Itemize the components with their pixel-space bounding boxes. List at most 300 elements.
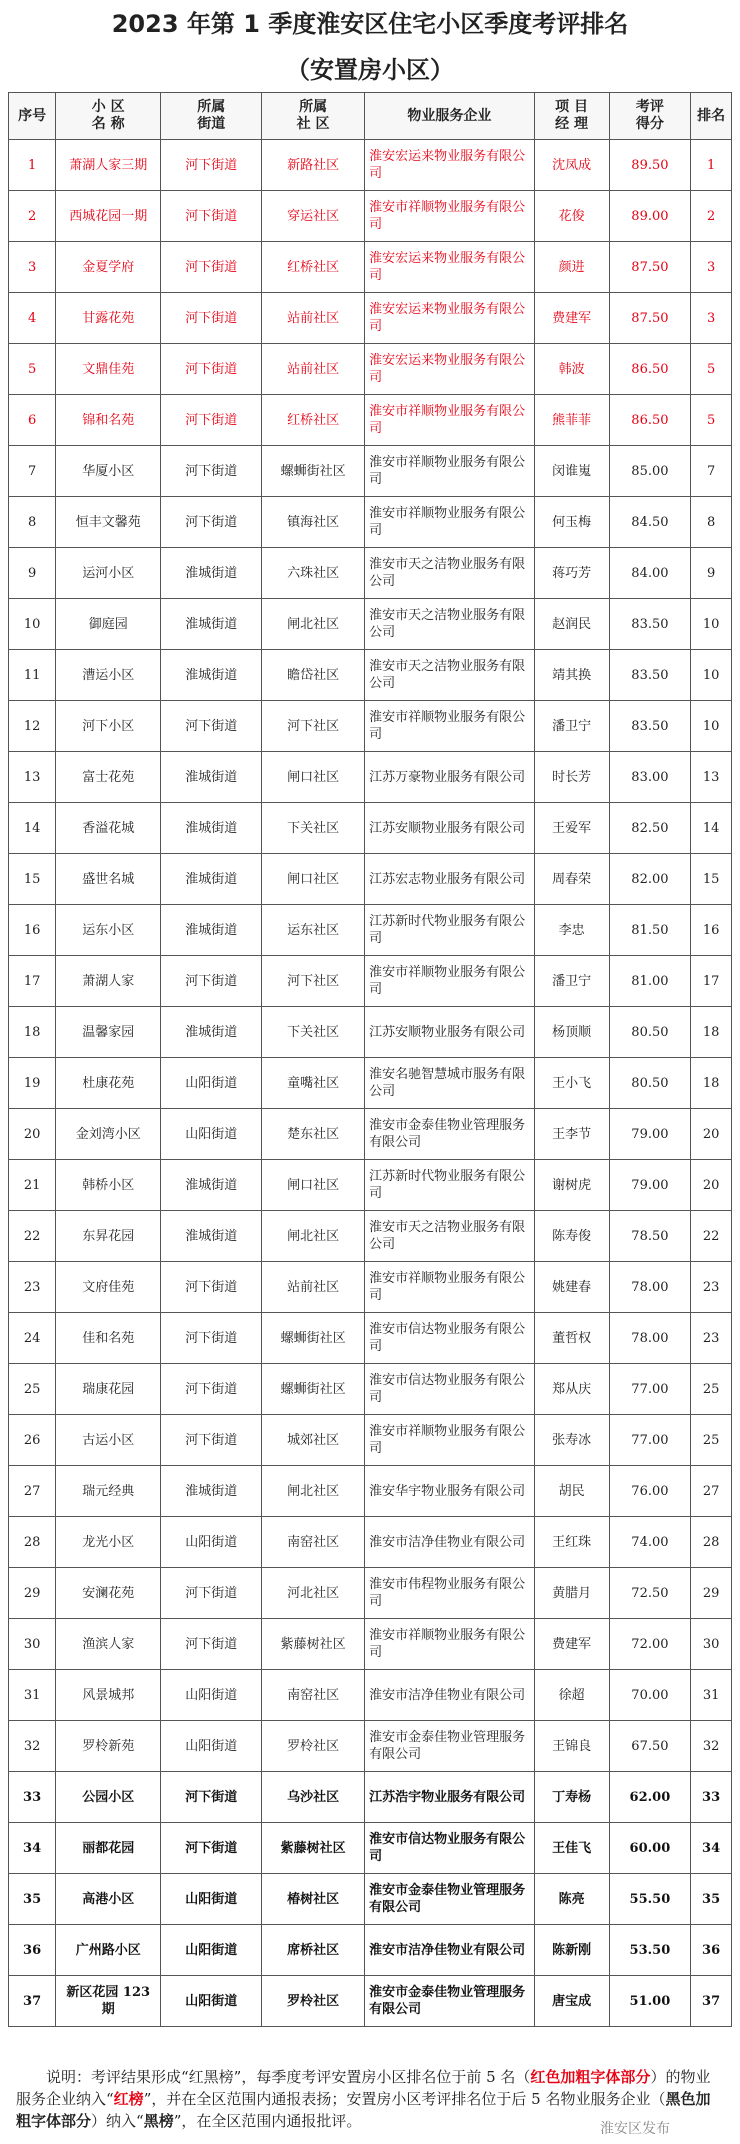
cell-street: 淮城街道 bbox=[161, 803, 262, 854]
cell-rank: 9 bbox=[691, 548, 732, 599]
cell-community: 罗柃社区 bbox=[262, 1976, 365, 2027]
cell-no: 11 bbox=[9, 650, 56, 701]
cell-street: 河下街道 bbox=[161, 1772, 262, 1823]
cell-no: 25 bbox=[9, 1364, 56, 1415]
cell-manager: 黄腊月 bbox=[534, 1568, 609, 1619]
cell-rank: 3 bbox=[691, 293, 732, 344]
cell-company: 淮安市天之洁物业服务有限公司 bbox=[365, 1211, 534, 1262]
cell-name: 广州路小区 bbox=[56, 1925, 161, 1976]
cell-company: 淮安市金泰佳物业管理服务有限公司 bbox=[365, 1976, 534, 2027]
cell-score: 79.00 bbox=[609, 1160, 691, 1211]
cell-company: 淮安市祥顺物业服务有限公司 bbox=[365, 497, 534, 548]
header-street: 所属 街道 bbox=[161, 93, 262, 140]
cell-community: 闸北社区 bbox=[262, 599, 365, 650]
cell-no: 24 bbox=[9, 1313, 56, 1364]
cell-company: 淮安市祥顺物业服务有限公司 bbox=[365, 191, 534, 242]
cell-no: 32 bbox=[9, 1721, 56, 1772]
cell-no: 29 bbox=[9, 1568, 56, 1619]
cell-company: 江苏安顺物业服务有限公司 bbox=[365, 803, 534, 854]
cell-manager: 闵谁嵬 bbox=[534, 446, 609, 497]
cell-community: 河下社区 bbox=[262, 701, 365, 752]
table-row bbox=[9, 1466, 732, 1517]
cell-score: 78.00 bbox=[609, 1313, 691, 1364]
cell-rank: 8 bbox=[691, 497, 732, 548]
cell-name: 金夏学府 bbox=[56, 242, 161, 293]
header-manager: 项 目 经 理 bbox=[534, 93, 609, 140]
cell-rank: 18 bbox=[691, 1007, 732, 1058]
note-part4: ）纳入“ bbox=[91, 2112, 144, 2130]
table-row bbox=[9, 1976, 732, 2027]
table-row bbox=[9, 1313, 732, 1364]
cell-company: 淮安市洁净佳物业有限公司 bbox=[365, 1517, 534, 1568]
cell-street: 淮城街道 bbox=[161, 1211, 262, 1262]
cell-manager: 王佳飞 bbox=[534, 1823, 609, 1874]
cell-company: 淮安市金泰佳物业管理服务有限公司 bbox=[365, 1109, 534, 1160]
cell-score: 76.00 bbox=[609, 1466, 691, 1517]
cell-score: 86.50 bbox=[609, 344, 691, 395]
cell-manager: 周春荣 bbox=[534, 854, 609, 905]
cell-no: 19 bbox=[9, 1058, 56, 1109]
cell-rank: 27 bbox=[691, 1466, 732, 1517]
cell-street: 河下街道 bbox=[161, 344, 262, 395]
cell-manager: 花俊 bbox=[534, 191, 609, 242]
cell-name: 安澜花苑 bbox=[56, 1568, 161, 1619]
cell-rank: 25 bbox=[691, 1364, 732, 1415]
cell-manager: 王锦良 bbox=[534, 1721, 609, 1772]
table-row bbox=[9, 1925, 732, 1976]
cell-company: 淮安市洁净佳物业有限公司 bbox=[365, 1670, 534, 1721]
cell-rank: 3 bbox=[691, 242, 732, 293]
cell-manager: 王李节 bbox=[534, 1109, 609, 1160]
cell-manager: 沈凤成 bbox=[534, 140, 609, 191]
cell-no: 34 bbox=[9, 1823, 56, 1874]
cell-community: 下关社区 bbox=[262, 1007, 365, 1058]
cell-manager: 王小飞 bbox=[534, 1058, 609, 1109]
cell-rank: 25 bbox=[691, 1415, 732, 1466]
cell-name: 盛世名城 bbox=[56, 854, 161, 905]
cell-community: 红桥社区 bbox=[262, 395, 365, 446]
cell-name: 运河小区 bbox=[56, 548, 161, 599]
cell-company: 淮安宏运来物业服务有限公司 bbox=[365, 344, 534, 395]
cell-score: 84.50 bbox=[609, 497, 691, 548]
cell-manager: 费建军 bbox=[534, 1619, 609, 1670]
cell-street: 河下街道 bbox=[161, 140, 262, 191]
cell-no: 31 bbox=[9, 1670, 56, 1721]
cell-company: 淮安市祥顺物业服务有限公司 bbox=[365, 1415, 534, 1466]
table-row bbox=[9, 140, 732, 191]
cell-score: 72.50 bbox=[609, 1568, 691, 1619]
cell-score: 60.00 bbox=[609, 1823, 691, 1874]
cell-community: 穿运社区 bbox=[262, 191, 365, 242]
cell-name: 杜康花苑 bbox=[56, 1058, 161, 1109]
cell-rank: 14 bbox=[691, 803, 732, 854]
cell-score: 81.00 bbox=[609, 956, 691, 1007]
table-row bbox=[9, 1670, 732, 1721]
cell-manager: 赵润民 bbox=[534, 599, 609, 650]
cell-manager: 王红珠 bbox=[534, 1517, 609, 1568]
cell-no: 1 bbox=[9, 140, 56, 191]
cell-rank: 2 bbox=[691, 191, 732, 242]
cell-name: 温馨家园 bbox=[56, 1007, 161, 1058]
cell-no: 13 bbox=[9, 752, 56, 803]
cell-score: 87.50 bbox=[609, 242, 691, 293]
page-title: 2023 年第 1 季度淮安区住宅小区季度考评排名 bbox=[111, 10, 629, 38]
cell-name: 运东小区 bbox=[56, 905, 161, 956]
cell-rank: 10 bbox=[691, 650, 732, 701]
cell-name: 风景城邦 bbox=[56, 1670, 161, 1721]
cell-score: 84.00 bbox=[609, 548, 691, 599]
cell-company: 江苏新时代物业服务有限公司 bbox=[365, 905, 534, 956]
cell-manager: 李忠 bbox=[534, 905, 609, 956]
table-row bbox=[9, 1262, 732, 1313]
cell-rank: 23 bbox=[691, 1262, 732, 1313]
cell-name: 香溢花城 bbox=[56, 803, 161, 854]
cell-no: 37 bbox=[9, 1976, 56, 2027]
cell-street: 淮城街道 bbox=[161, 854, 262, 905]
cell-manager: 张寿冰 bbox=[534, 1415, 609, 1466]
cell-name: 西城花园一期 bbox=[56, 191, 161, 242]
page-subtitle: （安置房小区） bbox=[286, 56, 454, 84]
cell-rank: 13 bbox=[691, 752, 732, 803]
cell-community: 乌沙社区 bbox=[262, 1772, 365, 1823]
table-row bbox=[9, 1109, 732, 1160]
cell-company: 淮安名驰智慧城市服务有限公司 bbox=[365, 1058, 534, 1109]
cell-no: 17 bbox=[9, 956, 56, 1007]
header-name: 小 区 名 称 bbox=[56, 93, 161, 140]
cell-no: 2 bbox=[9, 191, 56, 242]
cell-street: 淮城街道 bbox=[161, 1466, 262, 1517]
table-row bbox=[9, 446, 732, 497]
cell-manager: 蒋巧芳 bbox=[534, 548, 609, 599]
cell-community: 红桥社区 bbox=[262, 242, 365, 293]
cell-score: 70.00 bbox=[609, 1670, 691, 1721]
cell-community: 罗柃社区 bbox=[262, 1721, 365, 1772]
cell-company: 江苏万豪物业服务有限公司 bbox=[365, 752, 534, 803]
cell-no: 36 bbox=[9, 1925, 56, 1976]
cell-manager: 陈寿俊 bbox=[534, 1211, 609, 1262]
cell-manager: 陈新刚 bbox=[534, 1925, 609, 1976]
note-part2: ）的物业服务企业纳入“ bbox=[16, 2068, 711, 2108]
cell-rank: 5 bbox=[691, 395, 732, 446]
cell-rank: 31 bbox=[691, 1670, 732, 1721]
cell-community: 螺蛳街社区 bbox=[262, 1364, 365, 1415]
cell-community: 闸北社区 bbox=[262, 1466, 365, 1517]
cell-street: 山阳街道 bbox=[161, 1721, 262, 1772]
cell-score: 53.50 bbox=[609, 1925, 691, 1976]
cell-score: 77.00 bbox=[609, 1364, 691, 1415]
cell-street: 河下街道 bbox=[161, 1262, 262, 1313]
cell-manager: 费建军 bbox=[534, 293, 609, 344]
cell-score: 67.50 bbox=[609, 1721, 691, 1772]
header-rank: 排名 bbox=[691, 93, 732, 140]
cell-no: 15 bbox=[9, 854, 56, 905]
table-header-row bbox=[9, 93, 732, 140]
cell-manager: 董哲权 bbox=[534, 1313, 609, 1364]
cell-street: 淮城街道 bbox=[161, 905, 262, 956]
cell-rank: 15 bbox=[691, 854, 732, 905]
cell-street: 河下街道 bbox=[161, 1313, 262, 1364]
cell-no: 35 bbox=[9, 1874, 56, 1925]
cell-community: 站前社区 bbox=[262, 1262, 365, 1313]
cell-street: 河下街道 bbox=[161, 191, 262, 242]
cell-manager: 熊菲菲 bbox=[534, 395, 609, 446]
cell-community: 席桥社区 bbox=[262, 1925, 365, 1976]
table-row bbox=[9, 752, 732, 803]
table-row bbox=[9, 803, 732, 854]
cell-community: 椿树社区 bbox=[262, 1874, 365, 1925]
cell-community: 紫藤树社区 bbox=[262, 1619, 365, 1670]
cell-score: 85.00 bbox=[609, 446, 691, 497]
cell-score: 89.00 bbox=[609, 191, 691, 242]
cell-company: 淮安市天之洁物业服务有限公司 bbox=[365, 548, 534, 599]
cell-community: 站前社区 bbox=[262, 344, 365, 395]
table-row bbox=[9, 1823, 732, 1874]
table-row bbox=[9, 344, 732, 395]
cell-rank: 5 bbox=[691, 344, 732, 395]
header-no: 序号 bbox=[9, 93, 56, 140]
cell-street: 河下街道 bbox=[161, 497, 262, 548]
cell-community: 城郊社区 bbox=[262, 1415, 365, 1466]
cell-name: 御庭园 bbox=[56, 599, 161, 650]
cell-score: 55.50 bbox=[609, 1874, 691, 1925]
cell-company: 江苏新时代物业服务有限公司 bbox=[365, 1160, 534, 1211]
cell-street: 河下街道 bbox=[161, 395, 262, 446]
cell-street: 淮城街道 bbox=[161, 1007, 262, 1058]
cell-community: 楚东社区 bbox=[262, 1109, 365, 1160]
cell-score: 80.50 bbox=[609, 1007, 691, 1058]
cell-no: 28 bbox=[9, 1517, 56, 1568]
cell-rank: 10 bbox=[691, 599, 732, 650]
cell-manager: 潘卫宁 bbox=[534, 956, 609, 1007]
cell-company: 淮安市金泰佳物业管理服务有限公司 bbox=[365, 1721, 534, 1772]
cell-company: 淮安市祥顺物业服务有限公司 bbox=[365, 446, 534, 497]
cell-rank: 18 bbox=[691, 1058, 732, 1109]
cell-score: 51.00 bbox=[609, 1976, 691, 2027]
cell-score: 62.00 bbox=[609, 1772, 691, 1823]
cell-no: 3 bbox=[9, 242, 56, 293]
cell-community: 河下社区 bbox=[262, 956, 365, 1007]
cell-no: 14 bbox=[9, 803, 56, 854]
cell-company: 淮安市信达物业服务有限公司 bbox=[365, 1364, 534, 1415]
cell-rank: 1 bbox=[691, 140, 732, 191]
cell-rank: 20 bbox=[691, 1160, 732, 1211]
header-community: 所属 社 区 bbox=[262, 93, 365, 140]
cell-rank: 7 bbox=[691, 446, 732, 497]
cell-no: 23 bbox=[9, 1262, 56, 1313]
cell-community: 紫藤树社区 bbox=[262, 1823, 365, 1874]
cell-score: 74.00 bbox=[609, 1517, 691, 1568]
table-row bbox=[9, 242, 732, 293]
cell-community: 瞻岱社区 bbox=[262, 650, 365, 701]
cell-company: 淮安市金泰佳物业管理服务有限公司 bbox=[365, 1874, 534, 1925]
cell-community: 闸口社区 bbox=[262, 1160, 365, 1211]
cell-name: 河下小区 bbox=[56, 701, 161, 752]
table-row bbox=[9, 191, 732, 242]
cell-no: 33 bbox=[9, 1772, 56, 1823]
cell-name: 渔滨人家 bbox=[56, 1619, 161, 1670]
cell-manager: 杨顶顺 bbox=[534, 1007, 609, 1058]
cell-manager: 靖其换 bbox=[534, 650, 609, 701]
table-row bbox=[9, 497, 732, 548]
table-row bbox=[9, 1517, 732, 1568]
cell-score: 80.50 bbox=[609, 1058, 691, 1109]
cell-street: 淮城街道 bbox=[161, 548, 262, 599]
cell-no: 8 bbox=[9, 497, 56, 548]
cell-community: 河北社区 bbox=[262, 1568, 365, 1619]
note-part1: 说明：考评结果形成“红黑榜”，每季度考评安置房小区排名位于前 5 名（ bbox=[46, 2068, 531, 2086]
cell-company: 淮安华宇物业服务有限公司 bbox=[365, 1466, 534, 1517]
header-company: 物业服务企业 bbox=[365, 93, 534, 140]
cell-name: 瑞康花园 bbox=[56, 1364, 161, 1415]
cell-street: 山阳街道 bbox=[161, 1109, 262, 1160]
cell-rank: 33 bbox=[691, 1772, 732, 1823]
cell-score: 83.50 bbox=[609, 701, 691, 752]
cell-score: 83.50 bbox=[609, 599, 691, 650]
cell-street: 河下街道 bbox=[161, 1823, 262, 1874]
cell-street: 河下街道 bbox=[161, 956, 262, 1007]
cell-rank: 10 bbox=[691, 701, 732, 752]
cell-manager: 陈亮 bbox=[534, 1874, 609, 1925]
cell-community: 南窑社区 bbox=[262, 1670, 365, 1721]
cell-company: 江苏浩宇物业服务有限公司 bbox=[365, 1772, 534, 1823]
cell-rank: 35 bbox=[691, 1874, 732, 1925]
cell-no: 30 bbox=[9, 1619, 56, 1670]
cell-name: 锦和名苑 bbox=[56, 395, 161, 446]
cell-name: 公园小区 bbox=[56, 1772, 161, 1823]
cell-score: 87.50 bbox=[609, 293, 691, 344]
cell-score: 79.00 bbox=[609, 1109, 691, 1160]
cell-manager: 何玉梅 bbox=[534, 497, 609, 548]
cell-manager: 颜进 bbox=[534, 242, 609, 293]
cell-community: 六珠社区 bbox=[262, 548, 365, 599]
table-row bbox=[9, 548, 732, 599]
table-row bbox=[9, 395, 732, 446]
cell-company: 淮安市祥顺物业服务有限公司 bbox=[365, 701, 534, 752]
cell-community: 闸口社区 bbox=[262, 752, 365, 803]
cell-no: 16 bbox=[9, 905, 56, 956]
cell-street: 河下街道 bbox=[161, 242, 262, 293]
note-red1: 红色加粗字体部分 bbox=[530, 2068, 651, 2086]
cell-community: 南窑社区 bbox=[262, 1517, 365, 1568]
table-body bbox=[9, 140, 732, 2027]
table-row bbox=[9, 650, 732, 701]
cell-no: 6 bbox=[9, 395, 56, 446]
cell-name: 佳和名苑 bbox=[56, 1313, 161, 1364]
cell-no: 4 bbox=[9, 293, 56, 344]
cell-name: 漕运小区 bbox=[56, 650, 161, 701]
cell-no: 26 bbox=[9, 1415, 56, 1466]
cell-street: 山阳街道 bbox=[161, 1517, 262, 1568]
cell-street: 河下街道 bbox=[161, 701, 262, 752]
cell-company: 淮安市天之洁物业服务有限公司 bbox=[365, 599, 534, 650]
cell-name: 东昇花园 bbox=[56, 1211, 161, 1262]
cell-name: 罗柃新苑 bbox=[56, 1721, 161, 1772]
table-row bbox=[9, 956, 732, 1007]
cell-company: 淮安宏运来物业服务有限公司 bbox=[365, 242, 534, 293]
cell-rank: 16 bbox=[691, 905, 732, 956]
cell-name: 新区花园 123 期 bbox=[56, 1976, 161, 2027]
cell-manager: 姚建春 bbox=[534, 1262, 609, 1313]
table-row bbox=[9, 599, 732, 650]
cell-rank: 28 bbox=[691, 1517, 732, 1568]
cell-street: 河下街道 bbox=[161, 1619, 262, 1670]
cell-company: 淮安市祥顺物业服务有限公司 bbox=[365, 1619, 534, 1670]
cell-name: 韩桥小区 bbox=[56, 1160, 161, 1211]
cell-score: 82.00 bbox=[609, 854, 691, 905]
cell-company: 淮安宏运来物业服务有限公司 bbox=[365, 293, 534, 344]
cell-manager: 谢树虎 bbox=[534, 1160, 609, 1211]
cell-street: 山阳街道 bbox=[161, 1058, 262, 1109]
table-row bbox=[9, 905, 732, 956]
cell-community: 闸北社区 bbox=[262, 1211, 365, 1262]
table-row bbox=[9, 1721, 732, 1772]
cell-company: 淮安市祥顺物业服务有限公司 bbox=[365, 1262, 534, 1313]
cell-manager: 王爱军 bbox=[534, 803, 609, 854]
cell-name: 瑞元经典 bbox=[56, 1466, 161, 1517]
cell-company: 淮安宏运来物业服务有限公司 bbox=[365, 140, 534, 191]
header-score: 考评 得分 bbox=[609, 93, 691, 140]
cell-rank: 34 bbox=[691, 1823, 732, 1874]
cell-street: 河下街道 bbox=[161, 1568, 262, 1619]
cell-rank: 20 bbox=[691, 1109, 732, 1160]
cell-no: 27 bbox=[9, 1466, 56, 1517]
cell-name: 金刘湾小区 bbox=[56, 1109, 161, 1160]
cell-score: 83.00 bbox=[609, 752, 691, 803]
cell-rank: 36 bbox=[691, 1925, 732, 1976]
note-bold1: 黑色加粗字体部分 bbox=[16, 2090, 711, 2130]
cell-manager: 胡民 bbox=[534, 1466, 609, 1517]
cell-name: 萧湖人家 bbox=[56, 956, 161, 1007]
cell-company: 淮安市祥顺物业服务有限公司 bbox=[365, 956, 534, 1007]
cell-no: 7 bbox=[9, 446, 56, 497]
note-bold2: 黑榜 bbox=[143, 2112, 174, 2130]
cell-name: 甘露花苑 bbox=[56, 293, 161, 344]
cell-name: 丽都花园 bbox=[56, 1823, 161, 1874]
table-row bbox=[9, 1568, 732, 1619]
cell-score: 81.50 bbox=[609, 905, 691, 956]
cell-community: 新路社区 bbox=[262, 140, 365, 191]
cell-community: 螺蛳街社区 bbox=[262, 446, 365, 497]
table-row bbox=[9, 1772, 732, 1823]
note-red2: 红榜 bbox=[113, 2090, 144, 2108]
table-row bbox=[9, 854, 732, 905]
cell-no: 18 bbox=[9, 1007, 56, 1058]
cell-community: 镇海社区 bbox=[262, 497, 365, 548]
cell-no: 22 bbox=[9, 1211, 56, 1262]
table-row bbox=[9, 701, 732, 752]
table-row bbox=[9, 1007, 732, 1058]
table-row bbox=[9, 1058, 732, 1109]
cell-no: 5 bbox=[9, 344, 56, 395]
cell-street: 淮城街道 bbox=[161, 752, 262, 803]
cell-manager: 时长芳 bbox=[534, 752, 609, 803]
note-part3: ”，并在全区范围内通报表扬；安置房小区考评排名位于后 5 名物业服务企业（ bbox=[143, 2090, 666, 2108]
cell-score: 86.50 bbox=[609, 395, 691, 446]
cell-rank: 37 bbox=[691, 1976, 732, 2027]
cell-street: 山阳街道 bbox=[161, 1925, 262, 1976]
cell-street: 淮城街道 bbox=[161, 650, 262, 701]
cell-street: 山阳街道 bbox=[161, 1670, 262, 1721]
cell-company: 淮安市洁净佳物业有限公司 bbox=[365, 1925, 534, 1976]
cell-name: 龙光小区 bbox=[56, 1517, 161, 1568]
note-part5: ”，在全区范围内通报批评。 bbox=[173, 2112, 362, 2130]
cell-community: 运东社区 bbox=[262, 905, 365, 956]
cell-street: 淮城街道 bbox=[161, 599, 262, 650]
table-row bbox=[9, 1364, 732, 1415]
table-row bbox=[9, 293, 732, 344]
cell-community: 站前社区 bbox=[262, 293, 365, 344]
cell-community: 童嘴社区 bbox=[262, 1058, 365, 1109]
